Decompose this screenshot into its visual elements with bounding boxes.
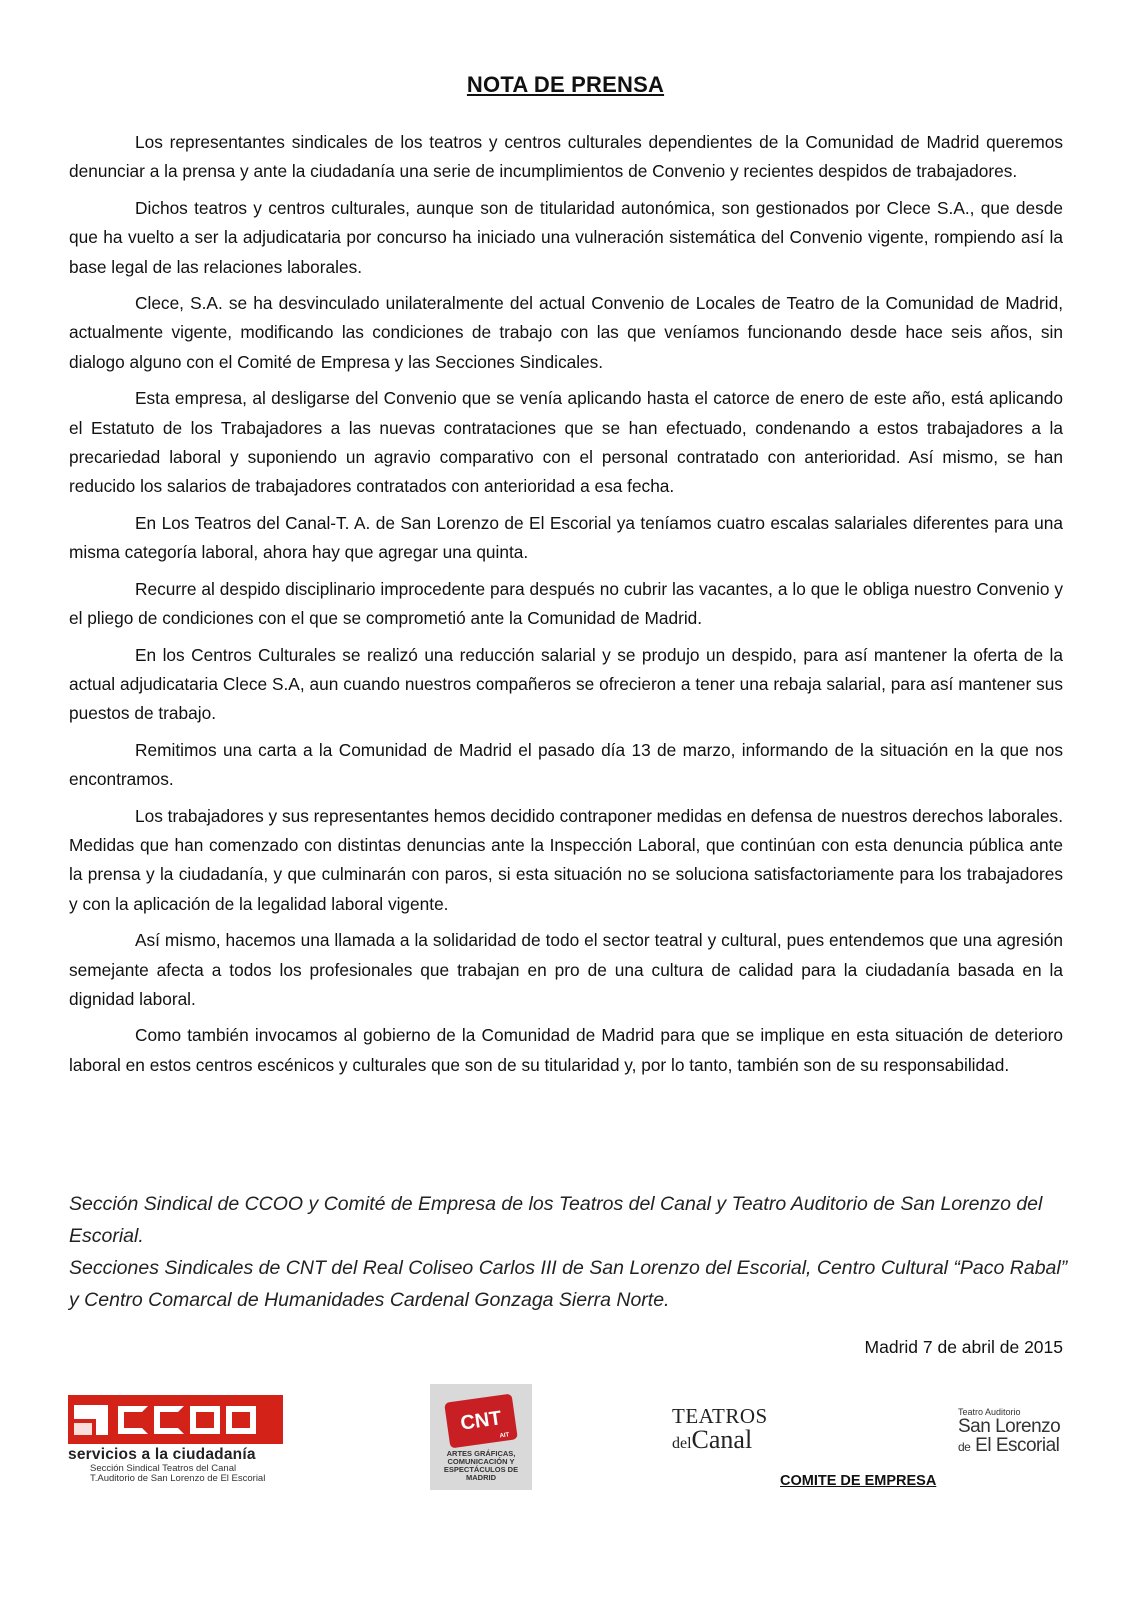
comite-de-empresa-label: COMITE DE EMPRESA xyxy=(780,1473,937,1489)
document-title: NOTA DE PRENSA xyxy=(466,72,665,97)
paragraph: En Los Teatros del Canal-T. A. de San Lorenzo de El Escorial ya teníamos cuatro escalas salariales diferentes para una misma categoría laboral, ahora hay que agregar una quinta. xyxy=(69,512,1063,563)
san-lorenzo-logo-de: de xyxy=(958,1440,971,1454)
cnt-sector-label: ARTES GRÁFICAS, COMUNICACIÓN Y ESPECTÁCULOS DE MADRID xyxy=(443,1449,519,1482)
paragraph: En los Centros Culturales se realizó una reducción salarial y se produjo un despido, para así mantener la oferta de la actual adjudicataria Clece S.A, aun cuando nuestros compañeros se ofrecieron a tener una rebaja salarial, para así mantener sus puestos de trabajo. xyxy=(69,644,1063,724)
paragraph: Como también invocamos al gobierno de la Comunidad de Madrid para que se implique en esta situación de deterioro laboral en estos centros escénicos y culturales que son de su titularidad y, por lo tanto, también son de su responsabilidad. xyxy=(69,1025,1063,1075)
canal-logo-line2 xyxy=(672,1425,792,1455)
cnt-badge-text: CNT xyxy=(459,1407,503,1435)
ccoo-section-label: Sección Sindical Teatros del Canal T.Auditorio de San Lorenzo de El Escorial xyxy=(90,1463,266,1484)
san-lorenzo-logo-line1: San Lorenzo xyxy=(958,1416,1061,1437)
ccoo-tagline: servicios a la ciudadanía xyxy=(68,1446,256,1463)
paragraph: Los representantes sindicales de los teatros y centros culturales dependientes de la Comunidad de Madrid queremos denunciar a la prensa y ante la ciudadanía una serie de incumplimientos de Convenio y recientes despidos de trabajadores. xyxy=(69,132,1063,182)
paragraph: Recurre al despido disciplinario improcedente para después no cubrir las vacantes, a lo que le obliga nuestro Convenio y el pliego de condiciones con el que se comprometió ante la Comunidad de Madrid. xyxy=(69,578,1063,629)
teatros-del-canal-logo xyxy=(672,1404,792,1455)
cnt-logo xyxy=(430,1384,532,1490)
signature-cnt: Secciones Sindicales de CNT del Real Coliseo Carlos III de San Lorenzo del Escorial, Centro Cultural “Paco Rabal” y Centro Comarcal de Humanidades Cardenal Gonzaga Sierra Norte. xyxy=(69,1257,1068,1311)
cnt-ait-text: AIT xyxy=(499,1432,510,1440)
paragraph: Remitimos una carta a la Comunidad de Madrid el pasado día 13 de marzo, informando de la situación en la que nos encontramos. xyxy=(69,739,1063,790)
san-lorenzo-logo xyxy=(958,1408,1068,1455)
san-lorenzo-logo-escorial: El Escorial xyxy=(975,1435,1060,1456)
ccoo-logo xyxy=(68,1395,288,1484)
san-lorenzo-logo-small: Teatro Auditorio xyxy=(958,1407,1021,1417)
ccoo-letter-c-icon xyxy=(154,1406,184,1434)
paragraph: Esta empresa, al desligarse del Convenio que se venía aplicando hasta el catorce de enero de este año, está aplicando el Estatuto de los Trabajadores a las nuevas contrataciones que se han efectuado, condenando a estos trabajadores a la precariedad laboral y suponiendo un agravio comparativo con el personal contratado con anterioridad. Así mismo, se han reducido los salarios de trabajadores contratados con anterioridad a esa fecha. xyxy=(69,388,1063,497)
canal-logo-del: del xyxy=(672,1435,692,1452)
san-lorenzo-logo-line2 xyxy=(958,1436,1068,1455)
paragraph: Los trabajadores y sus representantes hemos decidido contraponer medidas en defensa de nuestros derechos laborales. Medidas que han comenzado con distintas denuncias ante la Inspección Laboral, que continúan con esta denuncia pública ante la prensa y la ciudadanía, y que culminarán con paros, si esta situación no se soluciona satisfactoriamente para los trabajadores y con la aplicación de la legalidad laboral vigente. xyxy=(69,805,1063,914)
paragraph: Así mismo, hacemos una llamada a la solidaridad de todo el sector teatral y cultural, pues entendemos que una agresión semejante afecta a todos los profesionales que trabajan en pro de una cultura de calidad para la ciudadanía basada en la dignidad laboral. xyxy=(69,930,1063,1009)
ccoo-letter-c-icon xyxy=(118,1406,148,1434)
body-text xyxy=(69,128,1063,1087)
signature-ccoo: Sección Sindical de CCOO y Comité de Empresa de los Teatros del Canal y Teatro Auditorio de San Lorenzo del Escorial. xyxy=(69,1193,1043,1247)
document-date: Madrid 7 de abril de 2015 xyxy=(864,1337,1063,1357)
paragraph: Dichos teatros y centros culturales, aunque son de titularidad autonómica, son gestionados por Clece S.A., que desde que ha vuelto a ser la adjudicataria por concurso ha iniciado una vulneración sistemática del Convenio vigente, rompiendo así la base legal de las relaciones laborales. xyxy=(69,197,1063,277)
ccoo-letters xyxy=(118,1406,256,1434)
paragraph: Clece, S.A. se ha desvinculado unilateralmente del actual Convenio de Locales de Teatro de la Comunidad de Madrid, actualmente vigente, modificando las condiciones de trabajo con las que veníamos funcionando desde hace seis años, sin dialogo alguno con el Comité de Empresa y las Secciones Sindicales. xyxy=(69,293,1063,372)
ccoo-flag-icon xyxy=(68,1395,114,1444)
canal-logo-line1: TEATROS xyxy=(672,1404,768,1428)
cnt-badge xyxy=(444,1393,518,1448)
ccoo-letter-o-icon xyxy=(226,1406,256,1434)
ccoo-logo-mark xyxy=(68,1395,283,1444)
ccoo-letter-o-icon xyxy=(190,1406,220,1434)
canal-logo-canal: Canal xyxy=(691,1425,753,1454)
signature-block xyxy=(69,1188,1069,1316)
